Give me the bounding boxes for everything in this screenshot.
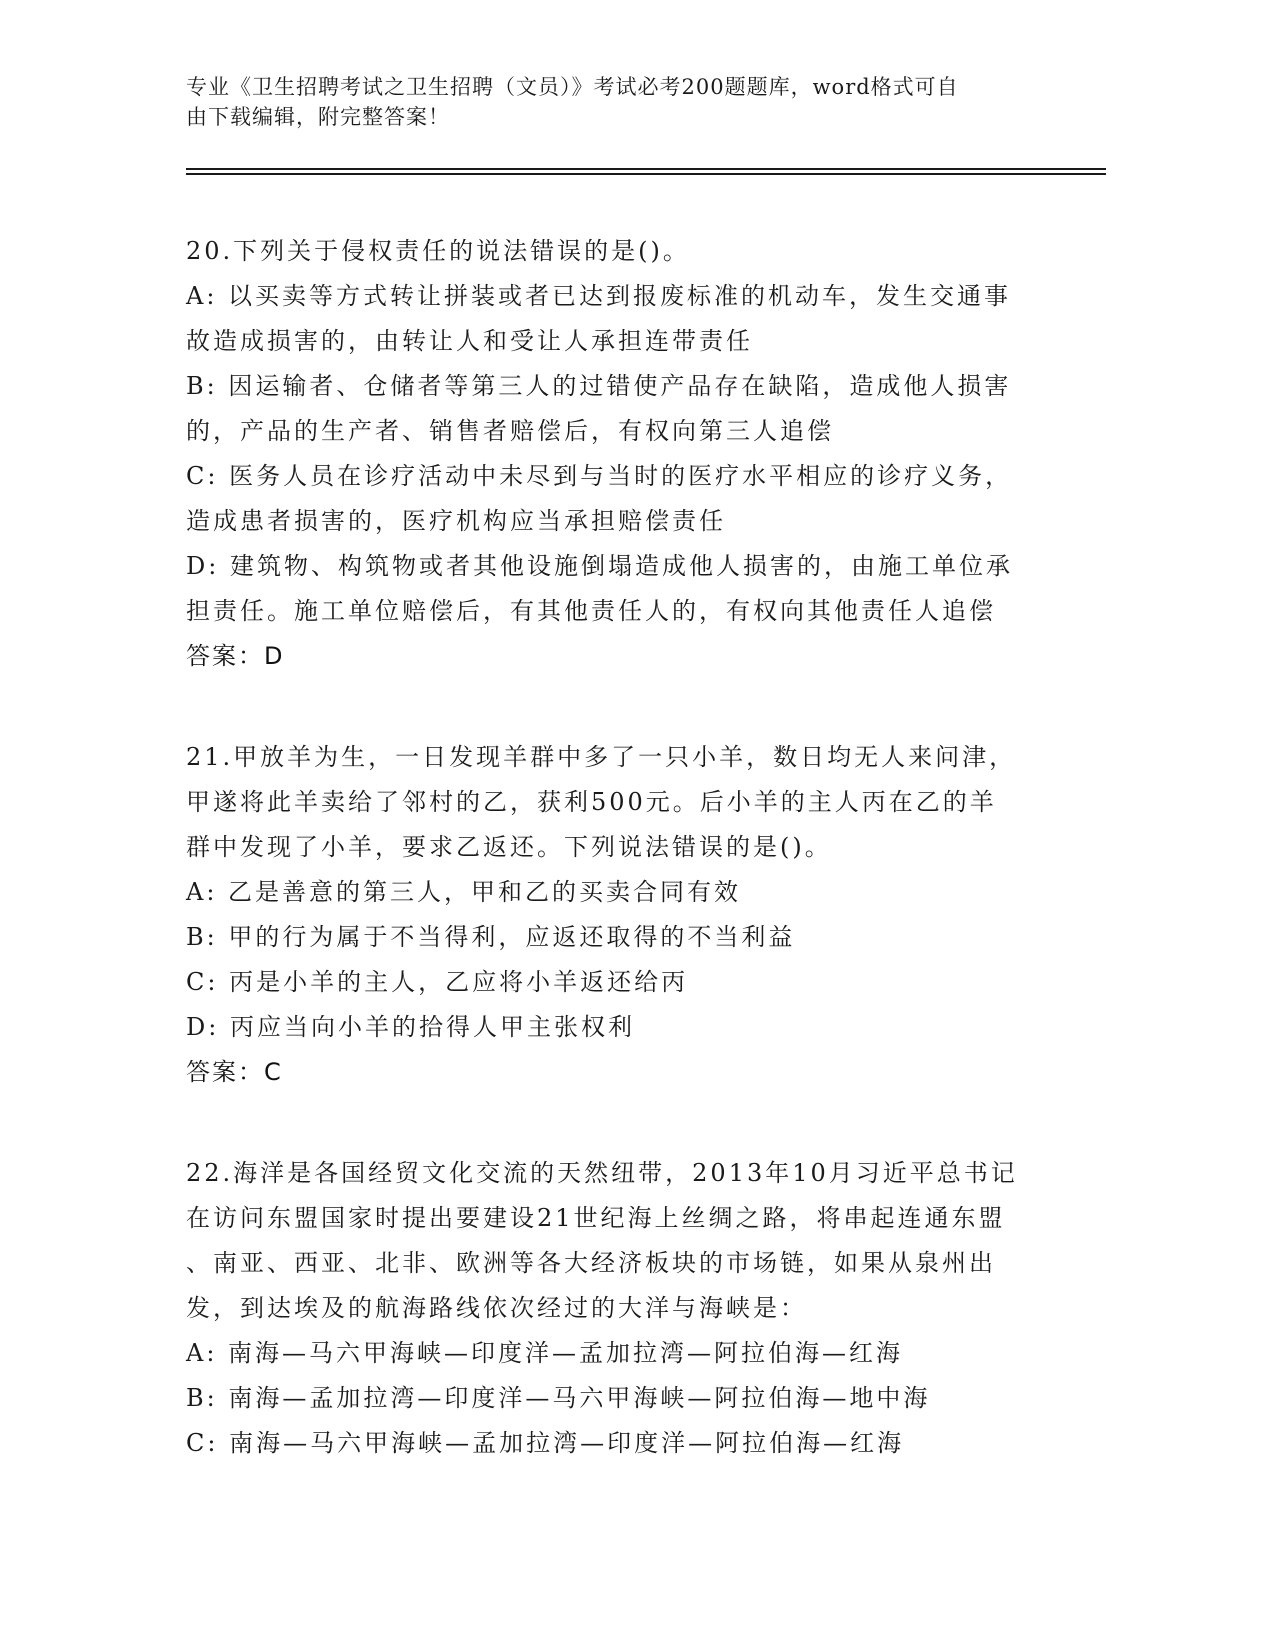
- question-22-stem-line-4: 发，到达埃及的航海路线依次经过的大洋与海峡是：: [186, 1294, 807, 1322]
- question-20-option-d-line-1: D: 建筑物、构筑物或者其他设施倒塌造成他人损害的，由施工单位承: [186, 552, 1013, 580]
- question-21-stem-line-1: 21.甲放羊为生，一日发现羊群中多了一只小羊，数日均无人来问津，: [186, 743, 1017, 771]
- question-22-stem-line-1: 22.海洋是各国经贸文化交流的天然纽带，2013年10月习近平总书记: [186, 1159, 1018, 1187]
- question-21-option-d: D: 丙应当向小羊的拾得人甲主张权利: [186, 1013, 635, 1041]
- question-21-answer: 答案：C: [186, 1058, 283, 1086]
- header-divider: [186, 168, 1106, 175]
- question-20: [186, 229, 1066, 679]
- question-21-option-b: B: 甲的行为属于不当得利，应返还取得的不当利益: [186, 923, 796, 951]
- question-20-option-a-line-1: A: 以买卖等方式转让拼装或者已达到报废标准的机动车，发生交通事: [186, 282, 1012, 310]
- question-20-option-b-line-1: B: 因运输者、仓储者等第三人的过错使产品存在缺陷，造成他人损害: [186, 372, 1012, 400]
- question-20-stem: 20.下列关于侵权责任的说法错误的是()。: [186, 237, 690, 265]
- divider-line-bottom: [186, 173, 1106, 175]
- question-22-stem-line-2: 在访问东盟国家时提出要建设21世纪海上丝绸之路，将串起连通东盟: [186, 1204, 1006, 1232]
- question-22-option-c: C: 南海—马六甲海峡—孟加拉湾—印度洋—阿拉伯海—红海: [186, 1429, 905, 1457]
- question-20-option-c-line-1: C: 医务人员在诊疗活动中未尽到与当时的医疗水平相应的诊疗义务，: [186, 462, 1013, 490]
- question-21-option-c: C: 丙是小羊的主人，乙应将小羊返还给丙: [186, 968, 689, 996]
- question-21-option-a: A: 乙是善意的第三人，甲和乙的买卖合同有效: [186, 878, 742, 906]
- question-20-option-c-line-2: 造成患者损害的，医疗机构应当承担赔偿责任: [186, 507, 726, 535]
- question-21-stem-line-2: 甲遂将此羊卖给了邻村的乙，获利500元。后小羊的主人丙在乙的羊: [186, 788, 997, 816]
- document-header-line-2: 由下载编辑，附完整答案！: [186, 105, 450, 129]
- divider-line-top: [186, 168, 1106, 170]
- question-22-stem-line-3: 、南亚、西亚、北非、欧洲等各大经济板块的市场链，如果从泉州出: [186, 1249, 996, 1277]
- question-20-option-a-line-2: 故造成损害的，由转让人和受让人承担连带责任: [186, 327, 753, 355]
- question-20-option-d-line-2: 担责任。施工单位赔偿后，有其他责任人的，有权向其他责任人追偿: [186, 597, 996, 625]
- document-header-line-1: 专业《卫生招聘考试之卫生招聘（文员）》考试必考200题题库，word格式可自: [186, 75, 959, 99]
- document-page: [186, 72, 1066, 1466]
- question-22: [186, 1151, 1066, 1466]
- question-20-option-b-line-2: 的，产品的生产者、销售者赔偿后，有权向第三人追偿: [186, 417, 834, 445]
- question-22-option-b: B: 南海—孟加拉湾—印度洋—马六甲海峡—阿拉伯海—地中海: [186, 1384, 931, 1412]
- question-21-stem-line-3: 群中发现了小羊，要求乙返还。下列说法错误的是()。: [186, 833, 832, 861]
- question-21: [186, 735, 1066, 1095]
- question-22-option-a: A: 南海—马六甲海峡—印度洋—孟加拉湾—阿拉伯海—红海: [186, 1339, 904, 1367]
- question-20-answer: 答案：D: [186, 642, 285, 670]
